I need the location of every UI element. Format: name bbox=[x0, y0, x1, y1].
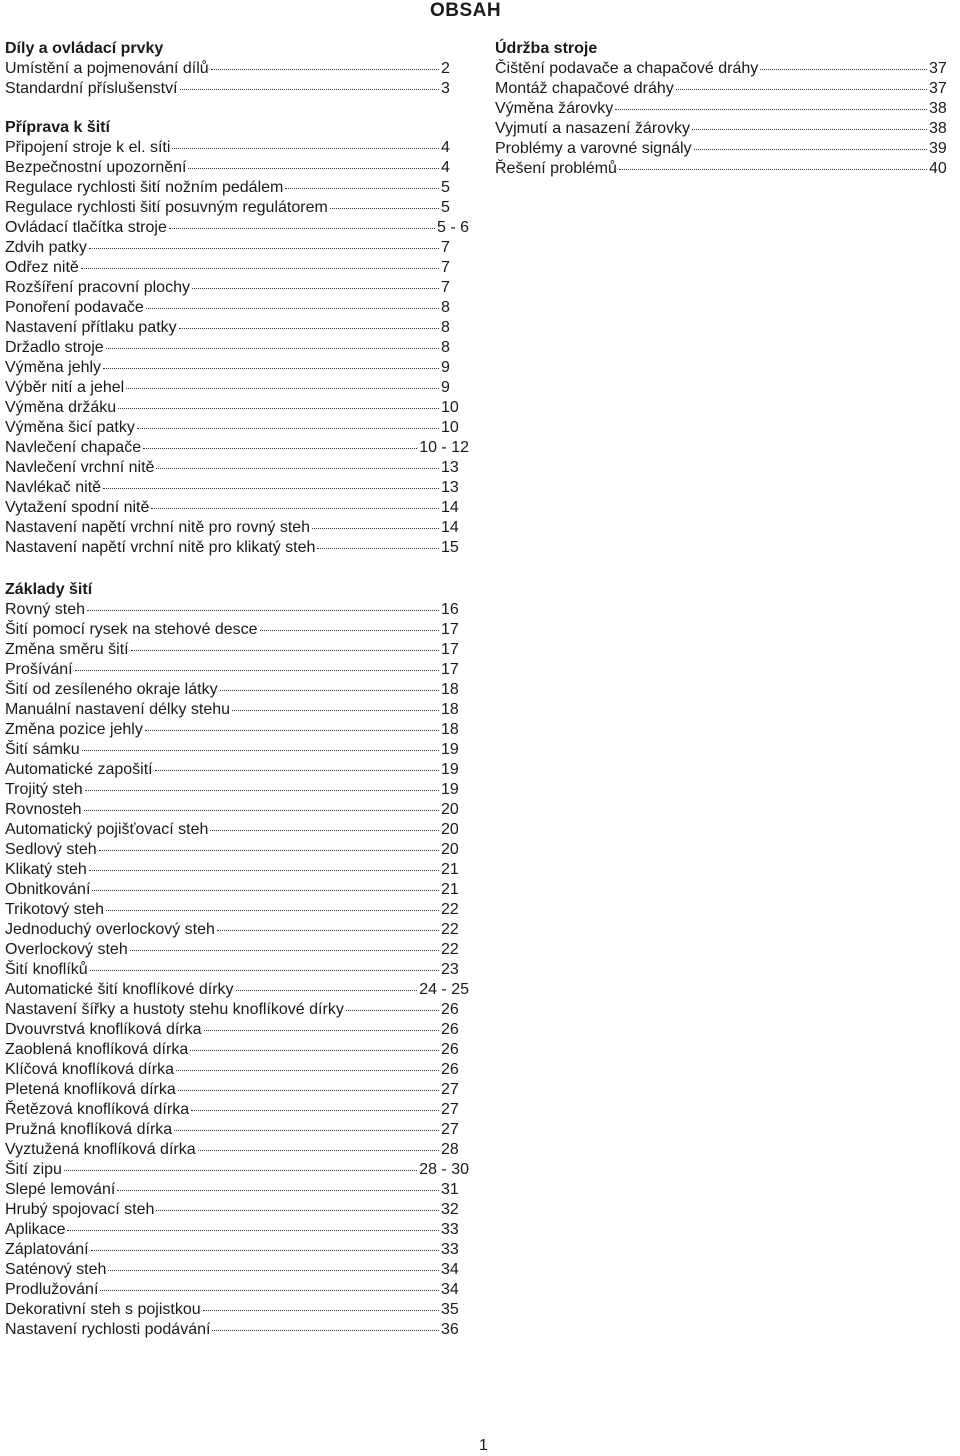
toc-entry-title: Nastavení přítlaku patky bbox=[5, 319, 177, 336]
toc-entry-title: Ovládací tlačítka stroje bbox=[5, 219, 167, 236]
toc-entry[interactable] bbox=[495, 119, 957, 139]
toc-entries bbox=[5, 600, 475, 1340]
toc-entry-page: 38 bbox=[929, 120, 947, 137]
toc-entry[interactable] bbox=[5, 1000, 469, 1020]
toc-entry-title: Výměna šicí patky bbox=[5, 419, 135, 436]
dot-leader bbox=[210, 830, 439, 831]
dot-leader bbox=[180, 89, 439, 90]
toc-entry-page: 14 bbox=[441, 499, 459, 516]
toc-entry[interactable] bbox=[495, 79, 957, 99]
toc-entry[interactable] bbox=[5, 238, 469, 258]
toc-entry[interactable] bbox=[5, 1240, 469, 1260]
toc-entry-page: 20 bbox=[441, 821, 459, 838]
toc-entry-title: Odřez nitě bbox=[5, 259, 79, 276]
toc-entry-title: Prošívání bbox=[5, 661, 73, 678]
toc-entry-title: Obnitkování bbox=[5, 881, 91, 898]
dot-leader bbox=[103, 368, 439, 369]
toc-entry[interactable] bbox=[5, 840, 469, 860]
dot-leader bbox=[285, 188, 439, 189]
toc-entry-title: Nastavení napětí vrchní nitě pro rovný steh bbox=[5, 519, 311, 536]
toc-entry-title: Manuální nastavení délky stehu bbox=[5, 701, 231, 718]
toc-entry[interactable] bbox=[5, 1300, 469, 1320]
toc-entry-page: 4 bbox=[441, 139, 450, 156]
toc-entry-page: 26 bbox=[441, 1021, 459, 1038]
toc-entry-title: Navlečení chapače bbox=[5, 439, 142, 456]
dot-leader bbox=[198, 1150, 439, 1151]
toc-entry[interactable] bbox=[5, 1280, 469, 1300]
dot-leader bbox=[312, 528, 439, 529]
toc-entry-page: 14 bbox=[441, 519, 459, 536]
toc-right-column bbox=[495, 39, 957, 179]
toc-entry[interactable] bbox=[5, 1060, 469, 1080]
section-heading: Základy šití bbox=[5, 581, 93, 598]
toc-entry-page: 4 bbox=[441, 159, 450, 176]
toc-entry-page: 38 bbox=[929, 100, 947, 117]
dot-leader bbox=[146, 308, 439, 309]
page-title: OBSAH bbox=[430, 0, 502, 21]
toc-entry-title: Šití sámku bbox=[5, 741, 80, 758]
toc-entry-title: Montáž chapačové dráhy bbox=[495, 80, 674, 97]
toc-entry-page: 17 bbox=[441, 621, 459, 638]
toc-entry-page: 39 bbox=[929, 140, 947, 157]
dot-leader bbox=[81, 268, 439, 269]
dot-leader bbox=[760, 69, 927, 70]
toc-entry-title: Aplikace bbox=[5, 1221, 66, 1238]
toc-entry-title: Připojení stroje k el. síti bbox=[5, 139, 171, 156]
toc-entry-page: 8 bbox=[441, 299, 450, 316]
toc-entry-title: Vytažení spodní nitě bbox=[5, 499, 150, 516]
toc-entry-page: 22 bbox=[441, 941, 459, 958]
toc-entry-title: Výměna jehly bbox=[5, 359, 102, 376]
toc-entry-page: 15 bbox=[441, 539, 459, 556]
toc-entry-page: 5 bbox=[441, 179, 450, 196]
toc-entry-title: Standardní příslušenství bbox=[5, 80, 178, 97]
toc-entries bbox=[5, 138, 475, 558]
toc-entry-title: Overlockový steh bbox=[5, 941, 128, 958]
dot-leader bbox=[87, 610, 439, 611]
toc-entry-page: 23 bbox=[441, 961, 459, 978]
toc-entry[interactable] bbox=[5, 478, 469, 498]
toc-entry[interactable] bbox=[5, 498, 469, 518]
toc-entry-title: Nastavení šířky a hustoty stehu knoflíkové dírky bbox=[5, 1001, 344, 1018]
dot-leader bbox=[84, 810, 440, 811]
toc-entry[interactable] bbox=[5, 600, 469, 620]
toc-entry-title: Trojitý steh bbox=[5, 781, 83, 798]
dot-leader bbox=[85, 790, 439, 791]
toc-entry-page: 17 bbox=[441, 661, 459, 678]
toc-entry-title: Bezpečnostní upozornění bbox=[5, 159, 187, 176]
toc-entry-page: 8 bbox=[441, 319, 450, 336]
toc-entry-page: 18 bbox=[441, 721, 459, 738]
toc-entry-title: Vyjmutí a nasazení žárovky bbox=[495, 120, 691, 137]
toc-entry-title: Čištění podavače a chapačové dráhy bbox=[495, 60, 759, 77]
dot-leader bbox=[145, 730, 439, 731]
dot-leader bbox=[346, 1010, 439, 1011]
toc-entry-page: 32 bbox=[441, 1201, 459, 1218]
dot-leader bbox=[217, 930, 439, 931]
dot-leader bbox=[137, 428, 439, 429]
toc-entry-page: 27 bbox=[441, 1121, 459, 1138]
toc-entry-title: Umístění a pojmenování dílů bbox=[5, 60, 209, 77]
toc-entries bbox=[495, 59, 957, 179]
toc-entry-title: Prodlužování bbox=[5, 1281, 99, 1298]
toc-entry-title: Ponoření podavače bbox=[5, 299, 144, 316]
toc-entry[interactable] bbox=[5, 1020, 469, 1040]
toc-entry[interactable] bbox=[5, 158, 469, 178]
dot-leader bbox=[106, 348, 439, 349]
toc-entry-title: Změna pozice jehly bbox=[5, 721, 143, 738]
toc-entry-page: 26 bbox=[441, 1001, 459, 1018]
dot-leader bbox=[67, 1230, 439, 1231]
dot-leader bbox=[330, 208, 439, 209]
toc-entry[interactable] bbox=[5, 79, 469, 99]
toc-entry-title: Pletená knoflíková dírka bbox=[5, 1081, 176, 1098]
dot-leader bbox=[220, 690, 439, 691]
dot-leader bbox=[192, 288, 439, 289]
dot-leader bbox=[619, 169, 927, 170]
toc-entry-title: Šití zipu bbox=[5, 1161, 62, 1178]
toc-entry-page: 10 - 12 bbox=[419, 439, 469, 456]
toc-entry[interactable] bbox=[5, 298, 469, 318]
dot-leader bbox=[131, 650, 439, 651]
toc-entry-page: 7 bbox=[441, 279, 450, 296]
toc-entry[interactable] bbox=[5, 1180, 469, 1200]
toc-entry-page: 24 - 25 bbox=[419, 981, 469, 998]
toc-section-udrzba bbox=[495, 39, 957, 179]
toc-entry-page: 20 bbox=[441, 801, 459, 818]
toc-entry[interactable] bbox=[5, 258, 469, 278]
toc-entry-page: 33 bbox=[441, 1241, 459, 1258]
dot-leader bbox=[156, 1210, 439, 1211]
toc-entry[interactable] bbox=[5, 338, 469, 358]
toc-entry-page: 19 bbox=[441, 761, 459, 778]
toc-entry[interactable] bbox=[5, 458, 469, 478]
toc-entry[interactable] bbox=[495, 99, 957, 119]
toc-entry-title: Nastavení napětí vrchní nitě pro klikatý steh bbox=[5, 539, 316, 556]
dot-leader bbox=[99, 850, 439, 851]
toc-entry-title: Změna směru šití bbox=[5, 641, 129, 658]
dot-leader bbox=[118, 408, 439, 409]
toc-entry[interactable] bbox=[5, 138, 469, 158]
toc-entry-title: Regulace rychlosti šití posuvným regulátorem bbox=[5, 199, 328, 216]
toc-entry[interactable] bbox=[5, 1100, 469, 1120]
toc-entry-page: 34 bbox=[441, 1261, 459, 1278]
toc-entry[interactable] bbox=[5, 920, 469, 940]
toc-entry[interactable] bbox=[5, 660, 469, 680]
toc-entry[interactable] bbox=[5, 640, 469, 660]
toc-entry[interactable] bbox=[5, 680, 469, 700]
toc-entry[interactable] bbox=[5, 1120, 469, 1140]
toc-entry[interactable] bbox=[5, 438, 469, 458]
toc-entry-page: 40 bbox=[929, 160, 947, 177]
toc-entry-page: 3 bbox=[441, 80, 450, 97]
toc-entry-page: 7 bbox=[441, 239, 450, 256]
toc-entry[interactable] bbox=[5, 418, 469, 438]
toc-entry[interactable] bbox=[5, 1260, 469, 1280]
toc-entry-title: Navlékač nitě bbox=[5, 479, 102, 496]
dot-leader bbox=[92, 890, 439, 891]
toc-entry[interactable] bbox=[495, 139, 957, 159]
toc-left-column bbox=[5, 39, 475, 1340]
dot-leader bbox=[260, 630, 439, 631]
dot-leader bbox=[143, 448, 417, 449]
toc-entry[interactable] bbox=[5, 960, 469, 980]
toc-entry[interactable] bbox=[5, 800, 469, 820]
toc-section-zaklady bbox=[5, 580, 475, 1340]
toc-entries bbox=[5, 59, 475, 99]
toc-entry-page: 27 bbox=[441, 1081, 459, 1098]
toc-entry[interactable] bbox=[5, 178, 469, 198]
toc-entry-title: Rozšíření pracovní plochy bbox=[5, 279, 190, 296]
dot-leader bbox=[232, 710, 439, 711]
toc-entry-page: 10 bbox=[441, 419, 459, 436]
toc-entry-title: Řešení problémů bbox=[495, 160, 617, 177]
toc-entry[interactable] bbox=[5, 700, 469, 720]
toc-entry-title: Automatické zapošití bbox=[5, 761, 153, 778]
toc-entry[interactable] bbox=[5, 538, 469, 558]
dot-leader bbox=[155, 770, 439, 771]
toc-entry-title: Rovný steh bbox=[5, 601, 86, 618]
dot-leader bbox=[615, 109, 927, 110]
toc-entry-page: 22 bbox=[441, 921, 459, 938]
toc-entry-title: Regulace rychlosti šití nožním pedálem bbox=[5, 179, 284, 196]
toc-entry[interactable] bbox=[5, 1200, 469, 1220]
toc-entry-page: 13 bbox=[441, 459, 459, 476]
toc-entry-page: 33 bbox=[441, 1221, 459, 1238]
toc-entry-title: Šití pomocí rysek na stehové desce bbox=[5, 621, 258, 638]
toc-entry-page: 19 bbox=[441, 741, 459, 758]
dot-leader bbox=[82, 750, 439, 751]
toc-entry-title: Klíčová knoflíková dírka bbox=[5, 1061, 174, 1078]
toc-entry-title: Dekorativní steh s pojistkou bbox=[5, 1301, 201, 1318]
toc-entry[interactable] bbox=[495, 59, 957, 79]
dot-leader bbox=[91, 1250, 439, 1251]
toc-entry-title: Automatický pojišťovací steh bbox=[5, 821, 209, 838]
toc-entry-title: Slepé lemování bbox=[5, 1181, 116, 1198]
toc-entry[interactable] bbox=[5, 518, 469, 538]
toc-entry[interactable] bbox=[5, 378, 469, 398]
toc-entry-title: Šití od zesíleného okraje látky bbox=[5, 681, 218, 698]
toc-entry-page: 18 bbox=[441, 701, 459, 718]
toc-entry[interactable] bbox=[5, 218, 469, 238]
toc-entry[interactable] bbox=[5, 59, 469, 79]
toc-entry-page: 21 bbox=[441, 881, 459, 898]
toc-entry-title: Výměna žárovky bbox=[495, 100, 614, 117]
dot-leader bbox=[126, 388, 439, 389]
dot-leader bbox=[179, 328, 439, 329]
toc-entry-page: 37 bbox=[929, 60, 947, 77]
dot-leader bbox=[204, 1030, 439, 1031]
toc-entry-page: 18 bbox=[441, 681, 459, 698]
dot-leader bbox=[317, 548, 439, 549]
dot-leader bbox=[103, 488, 439, 489]
dot-leader bbox=[117, 1190, 439, 1191]
dot-leader bbox=[108, 1270, 439, 1271]
toc-entry-title: Klikatý steh bbox=[5, 861, 87, 878]
toc-entry-title: Vyztužená knoflíková dírka bbox=[5, 1141, 196, 1158]
toc-entry[interactable] bbox=[5, 358, 469, 378]
dot-leader bbox=[106, 910, 439, 911]
toc-section-dily bbox=[5, 39, 475, 99]
toc-entry[interactable] bbox=[5, 760, 469, 780]
toc-entry-page: 28 - 30 bbox=[419, 1161, 469, 1178]
dot-leader bbox=[156, 468, 439, 469]
toc-entry[interactable] bbox=[5, 278, 469, 298]
toc-entry[interactable] bbox=[5, 1320, 469, 1340]
dot-leader bbox=[191, 1110, 439, 1111]
toc-entry[interactable] bbox=[5, 980, 469, 1000]
toc-entry[interactable] bbox=[5, 318, 469, 338]
toc-entry[interactable] bbox=[5, 880, 469, 900]
dot-leader bbox=[172, 148, 439, 149]
toc-entry-title: Trikotový steh bbox=[5, 901, 104, 918]
toc-entry-title: Saténový steh bbox=[5, 1261, 107, 1278]
toc-entry-page: 9 bbox=[441, 379, 450, 396]
toc-entry-title: Pružná knoflíková dírka bbox=[5, 1121, 173, 1138]
toc-entry-title: Výměna držáku bbox=[5, 399, 117, 416]
page-number: 1 bbox=[479, 1437, 488, 1454]
toc-entry-page: 19 bbox=[441, 781, 459, 798]
toc-entry-page: 34 bbox=[441, 1281, 459, 1298]
dot-leader bbox=[100, 1290, 439, 1291]
toc-entry-page: 22 bbox=[441, 901, 459, 918]
toc-entry-page: 10 bbox=[441, 399, 459, 416]
toc-entry-page: 13 bbox=[441, 479, 459, 496]
dot-leader bbox=[130, 950, 439, 951]
toc-entry[interactable] bbox=[5, 1140, 469, 1160]
dot-leader bbox=[169, 228, 435, 229]
toc-entry[interactable] bbox=[5, 1160, 469, 1180]
dot-leader bbox=[692, 129, 927, 130]
dot-leader bbox=[75, 670, 439, 671]
toc-entry-page: 21 bbox=[441, 861, 459, 878]
toc-entry[interactable] bbox=[5, 720, 469, 740]
section-heading: Příprava k šití bbox=[5, 119, 110, 136]
toc-entry[interactable] bbox=[5, 740, 469, 760]
toc-entry-page: 16 bbox=[441, 601, 459, 618]
dot-leader bbox=[64, 1170, 417, 1171]
toc-entry-page: 26 bbox=[441, 1061, 459, 1078]
dot-leader bbox=[151, 508, 439, 509]
toc-entry-title: Záplatování bbox=[5, 1241, 89, 1258]
toc-entry-page: 20 bbox=[441, 841, 459, 858]
toc-entry-page: 5 - 6 bbox=[436, 219, 469, 236]
toc-entry-page: 7 bbox=[441, 259, 450, 276]
toc-entry-title: Výběr nití a jehel bbox=[5, 379, 125, 396]
toc-entry-page: 28 bbox=[441, 1141, 459, 1158]
toc-entry[interactable] bbox=[5, 620, 469, 640]
toc-entry-title: Šití knoflíků bbox=[5, 961, 88, 978]
toc-entry[interactable] bbox=[5, 1080, 469, 1100]
toc-entry-page: 17 bbox=[441, 641, 459, 658]
dot-leader bbox=[176, 1070, 439, 1071]
dot-leader bbox=[90, 970, 439, 971]
dot-leader bbox=[211, 69, 439, 70]
toc-entry-title: Automatické šití knoflíkové dírky bbox=[5, 981, 234, 998]
toc-entry-page: 26 bbox=[441, 1041, 459, 1058]
dot-leader bbox=[89, 248, 439, 249]
toc-entry-page: 37 bbox=[929, 80, 947, 97]
toc-entry-title: Zdvih patky bbox=[5, 239, 87, 256]
section-heading: Údržba stroje bbox=[495, 40, 598, 57]
toc-section-priprava bbox=[5, 118, 475, 558]
toc-entry[interactable] bbox=[5, 820, 469, 840]
toc-entry-title: Problémy a varovné signály bbox=[495, 140, 692, 157]
toc-entry[interactable] bbox=[495, 159, 957, 179]
toc-entry-page: 27 bbox=[441, 1101, 459, 1118]
dot-leader bbox=[203, 1310, 439, 1311]
toc-entry-page: 35 bbox=[441, 1301, 459, 1318]
dot-leader bbox=[188, 168, 439, 169]
dot-leader bbox=[89, 870, 439, 871]
toc-entry-title: Zaoblená knoflíková dírka bbox=[5, 1041, 189, 1058]
dot-leader bbox=[190, 1050, 439, 1051]
toc-entry[interactable] bbox=[5, 940, 469, 960]
dot-leader bbox=[212, 1330, 439, 1331]
toc-entry[interactable] bbox=[5, 398, 469, 418]
toc-entry-page: 9 bbox=[441, 359, 450, 376]
toc-entry-page: 31 bbox=[441, 1181, 459, 1198]
toc-entry-page: 36 bbox=[441, 1321, 459, 1338]
toc-entry[interactable] bbox=[5, 1220, 469, 1240]
toc-entry[interactable] bbox=[5, 900, 469, 920]
toc-entry-title: Hrubý spojovací steh bbox=[5, 1201, 155, 1218]
toc-entry-title: Řetězová knoflíková dírka bbox=[5, 1101, 190, 1118]
toc-entry[interactable] bbox=[5, 198, 469, 218]
dot-leader bbox=[178, 1090, 439, 1091]
dot-leader bbox=[676, 89, 927, 90]
toc-entry[interactable] bbox=[5, 1040, 469, 1060]
toc-entry-title: Navlečení vrchní nitě bbox=[5, 459, 155, 476]
dot-leader bbox=[174, 1130, 439, 1131]
toc-entry[interactable] bbox=[5, 860, 469, 880]
toc-entry[interactable] bbox=[5, 780, 469, 800]
toc-entry-title: Nastavení rychlosti podávání bbox=[5, 1321, 211, 1338]
toc-entry-title: Držadlo stroje bbox=[5, 339, 104, 356]
toc-entry-title: Rovnosteh bbox=[5, 801, 82, 818]
toc-entry-title: Jednoduchý overlockový steh bbox=[5, 921, 215, 938]
toc-entry-page: 5 bbox=[441, 199, 450, 216]
section-heading: Díly a ovládací prvky bbox=[5, 40, 164, 57]
toc-entry-page: 8 bbox=[441, 339, 450, 356]
toc-entry-title: Sedlový steh bbox=[5, 841, 97, 858]
dot-leader bbox=[236, 990, 418, 991]
dot-leader bbox=[694, 149, 927, 150]
toc-entry-title: Dvouvrstvá knoflíková dírka bbox=[5, 1021, 202, 1038]
toc-entry-page: 2 bbox=[441, 60, 450, 77]
